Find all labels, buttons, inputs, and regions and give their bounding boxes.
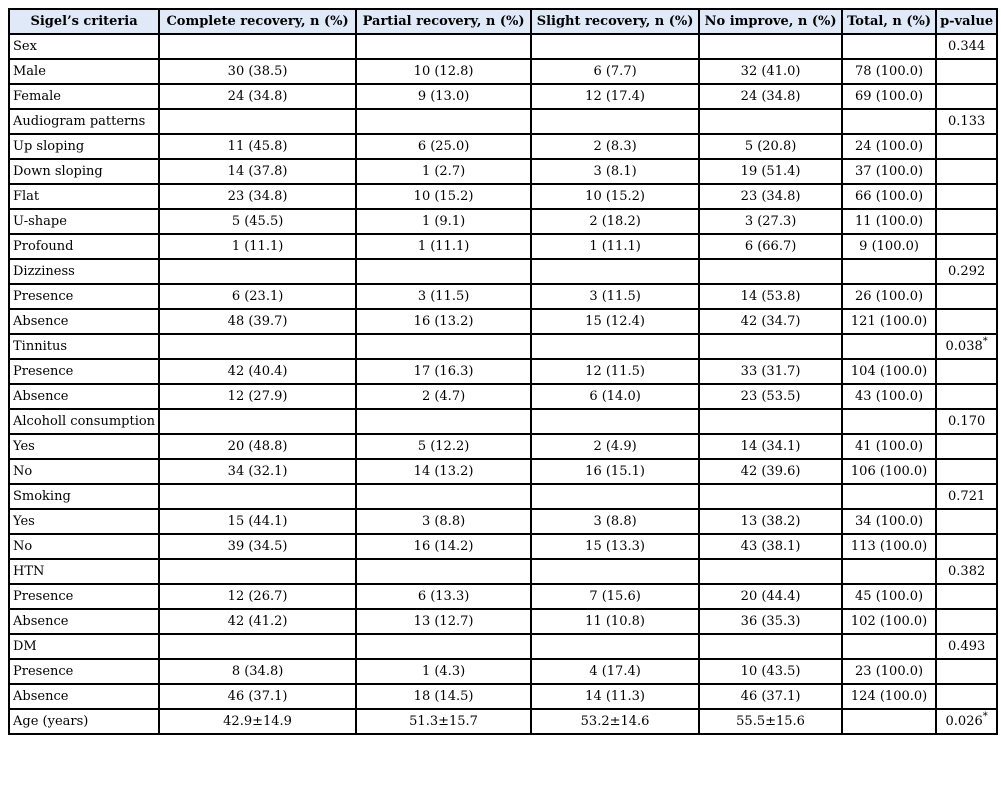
no-improve-cell: 46 (37.1) <box>699 684 842 709</box>
row-label: No <box>9 459 159 484</box>
row-label: Flat <box>9 184 159 209</box>
row-label: Down sloping <box>9 159 159 184</box>
slight-recovery-cell: 6 (14.0) <box>531 384 699 409</box>
p-value-text: 0.382 <box>948 564 986 579</box>
p-value-cell <box>936 609 997 634</box>
p-value-cell <box>936 434 997 459</box>
complete-recovery-cell: 5 (45.5) <box>159 209 356 234</box>
no-improve-cell: 23 (34.8) <box>699 184 842 209</box>
partial-recovery-cell: 3 (8.8) <box>356 509 531 534</box>
results-table <box>8 8 998 735</box>
complete-recovery-cell <box>159 409 356 434</box>
total-cell <box>842 109 936 134</box>
header-p-value: p-value <box>936 9 997 34</box>
total-cell <box>842 34 936 59</box>
table-header <box>9 9 997 34</box>
table-row <box>9 334 997 359</box>
p-value-cell <box>936 134 997 159</box>
slight-recovery-cell: 15 (12.4) <box>531 309 699 334</box>
total-cell: 124 (100.0) <box>842 684 936 709</box>
no-improve-cell: 3 (27.3) <box>699 209 842 234</box>
header-no-improve: No improve, n (%) <box>699 9 842 34</box>
complete-recovery-cell: 12 (27.9) <box>159 384 356 409</box>
complete-recovery-cell <box>159 559 356 584</box>
p-value-cell <box>936 534 997 559</box>
slight-recovery-cell <box>531 409 699 434</box>
p-value-cell <box>936 409 997 434</box>
table-row <box>9 459 997 484</box>
partial-recovery-cell: 5 (12.2) <box>356 434 531 459</box>
p-value-cell <box>936 84 997 109</box>
header-slight-recovery: Slight recovery, n (%) <box>531 9 699 34</box>
no-improve-cell: 14 (53.8) <box>699 284 842 309</box>
table-row <box>9 109 997 134</box>
table-row <box>9 709 997 734</box>
slight-recovery-cell: 12 (17.4) <box>531 84 699 109</box>
table-row <box>9 234 997 259</box>
no-improve-cell: 32 (41.0) <box>699 59 842 84</box>
p-value-text: 0.344 <box>948 39 986 54</box>
partial-recovery-cell <box>356 34 531 59</box>
total-cell: 104 (100.0) <box>842 359 936 384</box>
slight-recovery-cell: 3 (8.8) <box>531 509 699 534</box>
complete-recovery-cell <box>159 634 356 659</box>
partial-recovery-cell: 1 (4.3) <box>356 659 531 684</box>
p-value-text: 0.133 <box>948 114 986 129</box>
partial-recovery-cell <box>356 109 531 134</box>
slight-recovery-cell: 11 (10.8) <box>531 609 699 634</box>
slight-recovery-cell: 14 (11.3) <box>531 684 699 709</box>
p-value-cell <box>936 709 997 734</box>
table-row <box>9 159 997 184</box>
total-cell: 43 (100.0) <box>842 384 936 409</box>
partial-recovery-cell: 9 (13.0) <box>356 84 531 109</box>
no-improve-cell <box>699 259 842 284</box>
no-improve-cell <box>699 109 842 134</box>
total-cell <box>842 709 936 734</box>
p-value-text: 0.493 <box>948 639 986 654</box>
p-value-cell <box>936 234 997 259</box>
complete-recovery-cell: 23 (34.8) <box>159 184 356 209</box>
row-label: Absence <box>9 384 159 409</box>
total-cell: 106 (100.0) <box>842 459 936 484</box>
table-row <box>9 184 997 209</box>
no-improve-cell: 6 (66.7) <box>699 234 842 259</box>
partial-recovery-cell: 1 (11.1) <box>356 234 531 259</box>
p-value-text: 0.038 <box>945 339 983 354</box>
complete-recovery-cell <box>159 109 356 134</box>
row-label: Smoking <box>9 484 159 509</box>
partial-recovery-cell: 2 (4.7) <box>356 384 531 409</box>
p-value-cell <box>936 509 997 534</box>
total-cell <box>842 259 936 284</box>
p-value-cell <box>936 309 997 334</box>
no-improve-cell: 14 (34.1) <box>699 434 842 459</box>
table-row <box>9 509 997 534</box>
row-label: No <box>9 534 159 559</box>
table-row <box>9 684 997 709</box>
total-cell: 34 (100.0) <box>842 509 936 534</box>
table-row <box>9 434 997 459</box>
complete-recovery-cell: 48 (39.7) <box>159 309 356 334</box>
slight-recovery-cell: 16 (15.1) <box>531 459 699 484</box>
slight-recovery-cell: 4 (17.4) <box>531 659 699 684</box>
no-improve-cell: 20 (44.4) <box>699 584 842 609</box>
row-label: Presence <box>9 284 159 309</box>
p-value-cell <box>936 684 997 709</box>
slight-recovery-cell: 12 (11.5) <box>531 359 699 384</box>
complete-recovery-cell <box>159 34 356 59</box>
no-improve-cell <box>699 334 842 359</box>
header-total: Total, n (%) <box>842 9 936 34</box>
partial-recovery-cell: 10 (12.8) <box>356 59 531 84</box>
complete-recovery-cell: 11 (45.8) <box>159 134 356 159</box>
p-value-cell <box>936 359 997 384</box>
p-value-cell <box>936 184 997 209</box>
header-row <box>9 9 997 34</box>
p-value-cell <box>936 159 997 184</box>
p-value-cell <box>936 209 997 234</box>
slight-recovery-cell <box>531 34 699 59</box>
no-improve-cell <box>699 484 842 509</box>
slight-recovery-cell: 6 (7.7) <box>531 59 699 84</box>
p-value-text: 0.292 <box>948 264 986 279</box>
p-value-cell <box>936 584 997 609</box>
slight-recovery-cell <box>531 559 699 584</box>
total-cell: 41 (100.0) <box>842 434 936 459</box>
partial-recovery-cell: 6 (25.0) <box>356 134 531 159</box>
p-value-text: 0.170 <box>948 414 986 429</box>
p-value-cell <box>936 484 997 509</box>
table-row <box>9 309 997 334</box>
slight-recovery-cell: 2 (8.3) <box>531 134 699 159</box>
no-improve-cell: 5 (20.8) <box>699 134 842 159</box>
table-row <box>9 559 997 584</box>
p-value-cell <box>936 334 997 359</box>
no-improve-cell: 42 (39.6) <box>699 459 842 484</box>
complete-recovery-cell: 30 (38.5) <box>159 59 356 84</box>
complete-recovery-cell: 42 (41.2) <box>159 609 356 634</box>
row-label: Absence <box>9 684 159 709</box>
row-label: U-shape <box>9 209 159 234</box>
complete-recovery-cell: 42.9±14.9 <box>159 709 356 734</box>
partial-recovery-cell: 13 (12.7) <box>356 609 531 634</box>
slight-recovery-cell: 1 (11.1) <box>531 234 699 259</box>
partial-recovery-cell: 10 (15.2) <box>356 184 531 209</box>
partial-recovery-cell: 1 (2.7) <box>356 159 531 184</box>
slight-recovery-cell <box>531 334 699 359</box>
row-label: Absence <box>9 309 159 334</box>
header-criteria: Sigel’s criteria <box>9 9 159 34</box>
p-value-text: 0.026 <box>945 714 983 729</box>
total-cell: 26 (100.0) <box>842 284 936 309</box>
slight-recovery-cell <box>531 634 699 659</box>
no-improve-cell: 42 (34.7) <box>699 309 842 334</box>
p-value-cell <box>936 259 997 284</box>
table-row <box>9 609 997 634</box>
partial-recovery-cell: 16 (14.2) <box>356 534 531 559</box>
no-improve-cell: 36 (35.3) <box>699 609 842 634</box>
table-row <box>9 84 997 109</box>
no-improve-cell: 43 (38.1) <box>699 534 842 559</box>
total-cell: 9 (100.0) <box>842 234 936 259</box>
table-row <box>9 134 997 159</box>
significance-marker: * <box>982 711 988 722</box>
p-value-cell <box>936 459 997 484</box>
total-cell <box>842 559 936 584</box>
slight-recovery-cell: 15 (13.3) <box>531 534 699 559</box>
no-improve-cell: 33 (31.7) <box>699 359 842 384</box>
partial-recovery-cell: 14 (13.2) <box>356 459 531 484</box>
row-label: HTN <box>9 559 159 584</box>
header-complete-recovery: Complete recovery, n (%) <box>159 9 356 34</box>
table-row <box>9 359 997 384</box>
table-row <box>9 534 997 559</box>
total-cell: 102 (100.0) <box>842 609 936 634</box>
table-row <box>9 284 997 309</box>
complete-recovery-cell: 14 (37.8) <box>159 159 356 184</box>
row-label: Presence <box>9 659 159 684</box>
p-value-cell <box>936 659 997 684</box>
partial-recovery-cell: 6 (13.3) <box>356 584 531 609</box>
complete-recovery-cell: 34 (32.1) <box>159 459 356 484</box>
row-label: Absence <box>9 609 159 634</box>
total-cell: 69 (100.0) <box>842 84 936 109</box>
total-cell <box>842 484 936 509</box>
table-row <box>9 409 997 434</box>
complete-recovery-cell: 8 (34.8) <box>159 659 356 684</box>
header-partial-recovery: Partial recovery, n (%) <box>356 9 531 34</box>
partial-recovery-cell <box>356 334 531 359</box>
row-label: Alcoholl consumption <box>9 409 159 434</box>
complete-recovery-cell: 24 (34.8) <box>159 84 356 109</box>
no-improve-cell <box>699 634 842 659</box>
partial-recovery-cell: 17 (16.3) <box>356 359 531 384</box>
no-improve-cell: 23 (53.5) <box>699 384 842 409</box>
row-label: DM <box>9 634 159 659</box>
no-improve-cell: 24 (34.8) <box>699 84 842 109</box>
complete-recovery-cell: 15 (44.1) <box>159 509 356 534</box>
total-cell: 24 (100.0) <box>842 134 936 159</box>
complete-recovery-cell: 12 (26.7) <box>159 584 356 609</box>
partial-recovery-cell: 3 (11.5) <box>356 284 531 309</box>
row-label: Female <box>9 84 159 109</box>
p-value-cell <box>936 384 997 409</box>
no-improve-cell <box>699 559 842 584</box>
partial-recovery-cell <box>356 634 531 659</box>
total-cell: 66 (100.0) <box>842 184 936 209</box>
no-improve-cell: 10 (43.5) <box>699 659 842 684</box>
row-label: Age (years) <box>9 709 159 734</box>
slight-recovery-cell: 3 (8.1) <box>531 159 699 184</box>
total-cell <box>842 334 936 359</box>
row-label: Sex <box>9 34 159 59</box>
no-improve-cell: 13 (38.2) <box>699 509 842 534</box>
complete-recovery-cell: 46 (37.1) <box>159 684 356 709</box>
partial-recovery-cell: 16 (13.2) <box>356 309 531 334</box>
row-label: Presence <box>9 359 159 384</box>
slight-recovery-cell: 7 (15.6) <box>531 584 699 609</box>
partial-recovery-cell <box>356 559 531 584</box>
total-cell: 23 (100.0) <box>842 659 936 684</box>
significance-marker: * <box>982 336 988 347</box>
slight-recovery-cell <box>531 109 699 134</box>
partial-recovery-cell <box>356 259 531 284</box>
p-value-text: 0.721 <box>948 489 986 504</box>
no-improve-cell: 19 (51.4) <box>699 159 842 184</box>
p-value-cell <box>936 109 997 134</box>
p-value-cell <box>936 559 997 584</box>
row-label: Presence <box>9 584 159 609</box>
total-cell: 11 (100.0) <box>842 209 936 234</box>
partial-recovery-cell: 18 (14.5) <box>356 684 531 709</box>
complete-recovery-cell <box>159 259 356 284</box>
row-label: Up sloping <box>9 134 159 159</box>
slight-recovery-cell: 10 (15.2) <box>531 184 699 209</box>
row-label: Tinnitus <box>9 334 159 359</box>
no-improve-cell <box>699 34 842 59</box>
p-value-cell <box>936 34 997 59</box>
no-improve-cell: 55.5±15.6 <box>699 709 842 734</box>
total-cell <box>842 409 936 434</box>
complete-recovery-cell <box>159 484 356 509</box>
slight-recovery-cell: 53.2±14.6 <box>531 709 699 734</box>
row-label: Dizziness <box>9 259 159 284</box>
total-cell: 78 (100.0) <box>842 59 936 84</box>
slight-recovery-cell: 2 (18.2) <box>531 209 699 234</box>
complete-recovery-cell <box>159 334 356 359</box>
table-row <box>9 209 997 234</box>
partial-recovery-cell: 1 (9.1) <box>356 209 531 234</box>
complete-recovery-cell: 6 (23.1) <box>159 284 356 309</box>
total-cell: 45 (100.0) <box>842 584 936 609</box>
partial-recovery-cell <box>356 409 531 434</box>
no-improve-cell <box>699 409 842 434</box>
complete-recovery-cell: 20 (48.8) <box>159 434 356 459</box>
total-cell <box>842 634 936 659</box>
slight-recovery-cell <box>531 259 699 284</box>
table-row <box>9 584 997 609</box>
complete-recovery-cell: 1 (11.1) <box>159 234 356 259</box>
table-row <box>9 34 997 59</box>
row-label: Audiogram patterns <box>9 109 159 134</box>
table-wrapper <box>8 8 998 735</box>
row-label: Profound <box>9 234 159 259</box>
table-row <box>9 259 997 284</box>
table-row <box>9 659 997 684</box>
complete-recovery-cell: 39 (34.5) <box>159 534 356 559</box>
table-row <box>9 484 997 509</box>
complete-recovery-cell: 42 (40.4) <box>159 359 356 384</box>
table-body <box>9 34 997 734</box>
row-label: Yes <box>9 509 159 534</box>
table-row <box>9 634 997 659</box>
row-label: Yes <box>9 434 159 459</box>
table-row <box>9 384 997 409</box>
slight-recovery-cell <box>531 484 699 509</box>
p-value-cell <box>936 634 997 659</box>
slight-recovery-cell: 3 (11.5) <box>531 284 699 309</box>
p-value-cell <box>936 59 997 84</box>
partial-recovery-cell <box>356 484 531 509</box>
p-value-cell <box>936 284 997 309</box>
total-cell: 37 (100.0) <box>842 159 936 184</box>
row-label: Male <box>9 59 159 84</box>
table-row <box>9 59 997 84</box>
slight-recovery-cell: 2 (4.9) <box>531 434 699 459</box>
total-cell: 113 (100.0) <box>842 534 936 559</box>
partial-recovery-cell: 51.3±15.7 <box>356 709 531 734</box>
total-cell: 121 (100.0) <box>842 309 936 334</box>
